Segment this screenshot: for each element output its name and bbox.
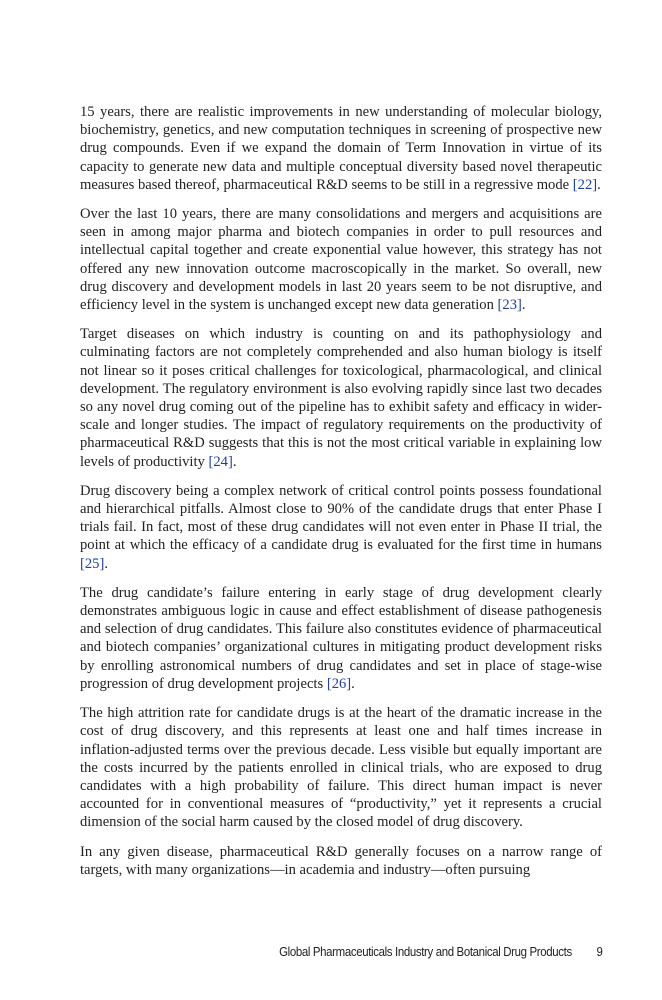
- citation-23-link[interactable]: [23]: [497, 297, 522, 314]
- paragraph-5-text: The drug candidate’s failure entering in early stage of drug development clearly demonstrates ambiguous logic in cause and effect establishment of disease pathogenesis and selection of drug candidates. This failure also constitutes evidence of pharmaceutical and biotech companies’ organizational cultures in mitigating product development risks by enrolling astronomical numbers of drug candidates and set in place of stage-wise progression of drug development projects: [80, 584, 602, 692]
- citation-22-link[interactable]: [22]: [572, 176, 598, 193]
- paragraph-2-tail: .: [521, 297, 526, 314]
- paragraph-1-tail: .: [597, 176, 601, 193]
- citation-24-link[interactable]: [24]: [208, 453, 233, 470]
- paragraph-4-tail: .: [104, 555, 108, 572]
- citation-26-link[interactable]: [26]: [326, 675, 352, 692]
- paragraph-1: [80, 103, 602, 194]
- paragraph-7: [80, 843, 602, 879]
- citation-25-link[interactable]: [25]: [80, 555, 105, 572]
- paragraph-6: [80, 704, 602, 831]
- paragraph-5: [80, 584, 602, 693]
- paragraph-5-tail: .: [351, 675, 355, 692]
- running-footer: [279, 944, 602, 959]
- running-title: Global Pharmaceuticals Industry and Botanical Drug Products: [278, 944, 572, 959]
- paragraph-3-tail: .: [232, 453, 237, 470]
- paragraph-6-text: The high attrition rate for candidate drugs is at the heart of the dramatic increase in the cost of drug discovery, and this represents at least one and half times increase in inflation-adjusted terms over the previous decade. Less visible but equally important are the costs incurred by the patients enrolled in clinical trials, who are exposed to drug candidates with a high probability of failure. This direct human impact is never accounted for in conventional measures of “productivity,” yet it represents a crucial dimension of the social harm caused by the closed model of drug discovery.: [80, 705, 602, 831]
- paragraph-7-text: In any given disease, pharmaceutical R&D generally focuses on a narrow range of targets, with many organizations—in academia and industry—often pursuing: [80, 843, 602, 878]
- paragraph-3: [80, 325, 602, 471]
- paragraph-4-text: Drug discovery being a complex network of critical control points possess foundational and hierarchical pitfalls. Almost close to 90% of the candidate drugs that enter Phase I trials fail. In fact, most of these drug candidates will not even enter in Phase II trial, the point at which the efficacy of a candidate drug is evaluated for the first time in humans: [80, 482, 602, 554]
- paragraph-2-text: Over the last 10 years, there are many consolidations and mergers and acquisitions are seen in among major pharma and biotech companies in order to pull resources and intellectual capital together and create exponential value however, this strategy has not offered any new innovation outcome macroscopically in the market. So overall, new drug discovery and development models in last 20 years seem to be not disruptive, and efficiency level in the system is unchanged except new data generation: [80, 206, 602, 314]
- paragraph-2: [80, 205, 602, 314]
- paragraph-1-text: 15 years, there are realistic improvements in new understanding of molecular biology, biochemistry, genetics, and new computation techniques in screening of prospective new drug compounds. Even if we expand the domain of Term Innovation in virtue of its capacity to generate new data and multiple conceptual diversity based novel therapeutic measures based thereof, pharmaceutical R&D seems to be still in a regressive mode: [80, 104, 602, 193]
- paragraph-3-text: Target diseases on which industry is counting on and its pathophysiology and culminating factors are not completely comprehended and also human biology is itself not linear so it poses critical challenges for toxicological, pharmacological, and clinical development. The regulatory environment is also evolving rapidly since last two decades so any novel drug coming out of the pipeline has to exhibit safety and efficacy in wider-scale and longer studies. The impact of regulatory requirements on the productivity of pharmaceutical R&D suggests that this is not the most critical variable in explaining low levels of productivity: [80, 326, 602, 470]
- paragraph-4: [80, 482, 602, 573]
- page-body: [80, 103, 602, 890]
- page-number: 9: [595, 944, 602, 959]
